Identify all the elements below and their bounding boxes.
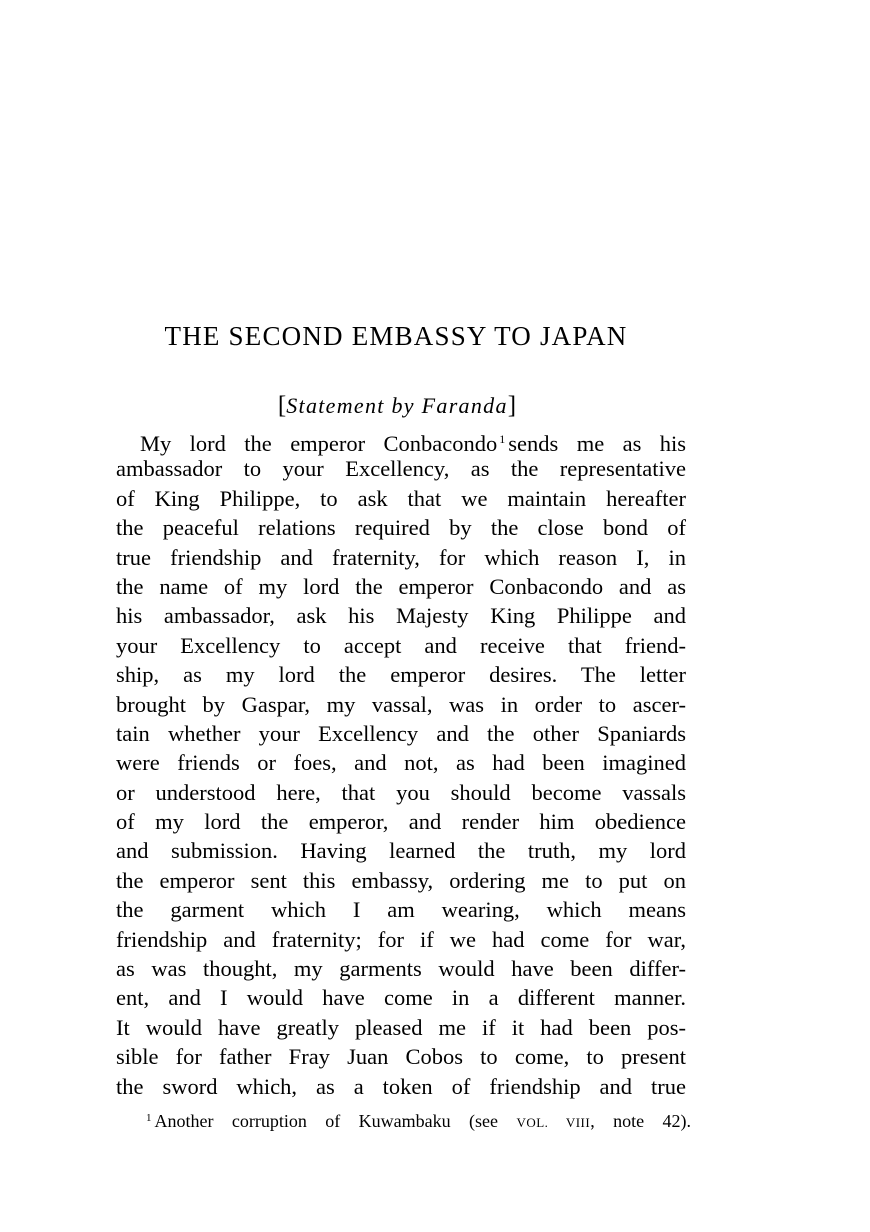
section-subtitle [0, 391, 870, 421]
paragraph-line: My lord the emperor Conbacondo $^1$ sends me as his [140, 431, 686, 456]
paragraph-line: brought by Gaspar, my vassal, was in order to ascer- [116, 691, 686, 717]
subtitle-close-bracket: ] [507, 392, 517, 419]
paragraph-line: friendship and fraternity; for if we had come for war, [116, 926, 686, 952]
paragraph-line: of my lord the emperor, and render him obedience [116, 809, 686, 835]
paragraph-line: the emperor sent this embassy, ordering me to put on [116, 867, 686, 893]
paragraph-line: the sword which, as a token of friendship and true [116, 1073, 686, 1099]
footnote-number: 1 [146, 1112, 152, 1124]
paragraph-line: It would have greatly pleased me if it had been pos- [116, 1014, 686, 1040]
paragraph-line: true friendship and fraternity, for which reason I, in [116, 544, 686, 570]
paragraph-line: ent, and I would have come in a different manner. [116, 985, 686, 1011]
paragraph-line: of King Philippe, to ask that we maintain hereafter [116, 485, 686, 511]
paragraph-line: tain whether your Excellency and the other Spaniards [116, 720, 686, 746]
paragraph-line: your Excellency to accept and receive that friend- [116, 632, 686, 658]
paragraph-line: ambassador to your Excellency, as the representative [116, 456, 686, 482]
paragraph-line: the peaceful relations required by the close bond of [116, 515, 686, 541]
paragraph-line: ship, as my lord the emperor desires. The letter [116, 662, 686, 688]
chapter-title-text: THE SECOND EMBASSY TO JAPAN [164, 321, 628, 351]
footnote-volume-ref: VOL. VIII [516, 1115, 591, 1130]
subtitle-open-bracket: [ [277, 392, 287, 419]
paragraph-line: the name of my lord the emperor Conbacondo and as [116, 573, 686, 599]
paragraph-line: the garment which I am wearing, which means [116, 897, 686, 923]
footnote [146, 1105, 691, 1136]
chapter-title [0, 318, 870, 354]
paragraph-line: or understood here, that you should become vassals [116, 779, 686, 805]
paragraph-line: sible for father Fray Juan Cobos to come, to present [116, 1044, 686, 1070]
paragraph-line: were friends or foes, and not, as had been imagined [116, 750, 686, 776]
subtitle-text: Statement by Faranda [286, 393, 508, 418]
footnote-text: Another corruption of Kuwambaku (see [154, 1111, 517, 1131]
paragraph-line: and submission. Having learned the truth, my lord [116, 838, 686, 864]
footnote-reference: 1 [499, 432, 506, 446]
footnote-text-end: , note 42). [590, 1111, 691, 1131]
body-paragraph [116, 425, 686, 1101]
paragraph-line: as was thought, my garments would have been differ- [116, 956, 686, 982]
paragraph-line: his ambassador, ask his Majesty King Philippe and [116, 603, 686, 629]
